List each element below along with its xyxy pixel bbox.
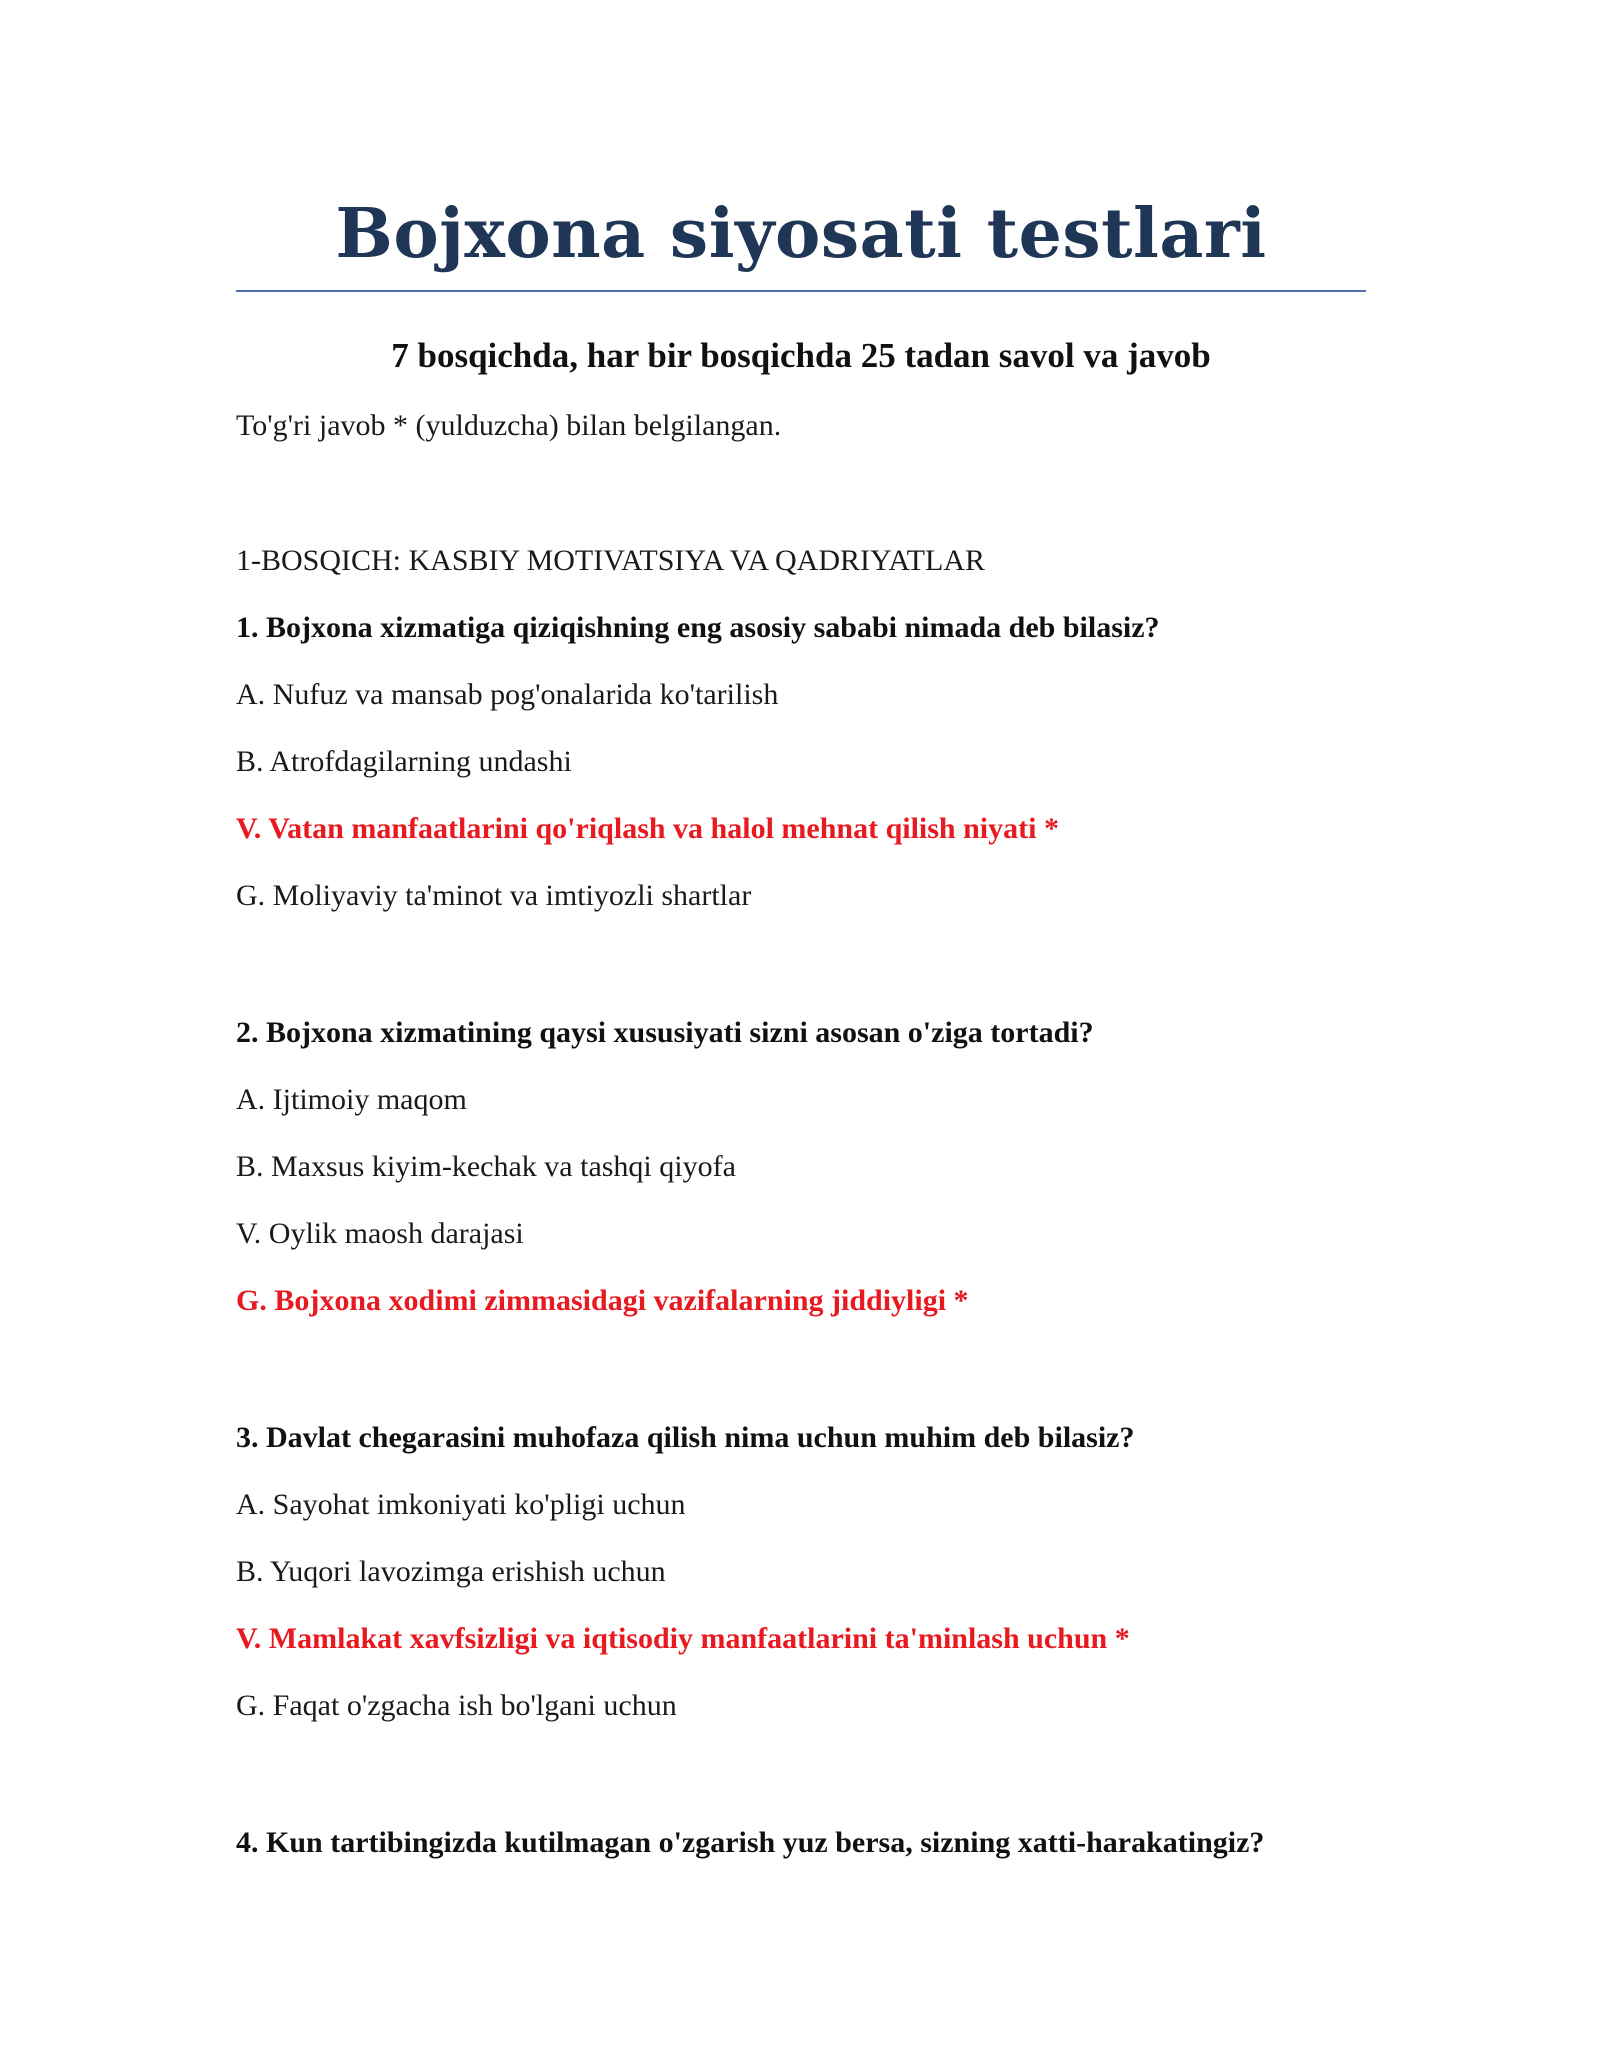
question-1: 1. Bojxona xizmatiga qiziqishning eng asosiy sababi nimada deb bilasiz? xyxy=(236,611,1160,644)
question-1-option-b: B. Atrofdagilarning undashi xyxy=(236,745,572,778)
question-1-option-v-correct: V. Vatan manfaatlarini qo'riqlash va halol mehnat qilish niyati * xyxy=(236,812,1059,845)
question-2-option-v: V. Oylik maosh darajasi xyxy=(236,1217,524,1250)
question-3-option-g: G. Faqat o'zgacha ish bo'lgani uchun xyxy=(236,1689,677,1722)
question-1-option-g: G. Moliyaviy ta'minot va imtiyozli shartlar xyxy=(236,879,752,912)
question-1-option-a: A. Nufuz va mansab pog'onalarida ko'tarilish xyxy=(236,678,779,711)
question-3-option-b: B. Yuqori lavozimga erishish uchun xyxy=(236,1555,666,1588)
title-divider xyxy=(236,290,1366,292)
question-3-option-v-correct: V. Mamlakat xavfsizligi va iqtisodiy manfaatlarini ta'minlash uchun * xyxy=(236,1622,1130,1655)
answer-key-note: To'g'ri javob * (yulduzcha) bilan belgilangan. xyxy=(236,409,782,442)
document-title: Bojxona siyosati testlari xyxy=(335,194,1267,274)
question-2-option-a: A. Ijtimoiy maqom xyxy=(236,1083,467,1116)
question-4: 4. Kun tartibingizda kutilmagan o'zgarish yuz bersa, sizning xatti-harakatingiz? xyxy=(236,1826,1265,1859)
question-3: 3. Davlat chegarasini muhofaza qilish nima uchun muhim deb bilasiz? xyxy=(236,1421,1135,1454)
question-2-option-b: B. Maxsus kiyim-kechak va tashqi qiyofa xyxy=(236,1150,736,1183)
question-2: 2. Bojxona xizmatining qaysi xususiyati sizni asosan o'ziga tortadi? xyxy=(236,1016,1094,1049)
section-heading: 1-BOSQICH: KASBIY MOTIVATSIYA VA QADRIYATLAR xyxy=(236,544,985,577)
document-subtitle: 7 bosqichda, har bir bosqichda 25 tadan savol va javob xyxy=(391,336,1211,375)
question-3-option-a: A. Sayohat imkoniyati ko'pligi uchun xyxy=(236,1488,686,1521)
question-2-option-g-correct: G. Bojxona xodimi zimmasidagi vazifalarning jiddiyligi * xyxy=(236,1284,969,1317)
